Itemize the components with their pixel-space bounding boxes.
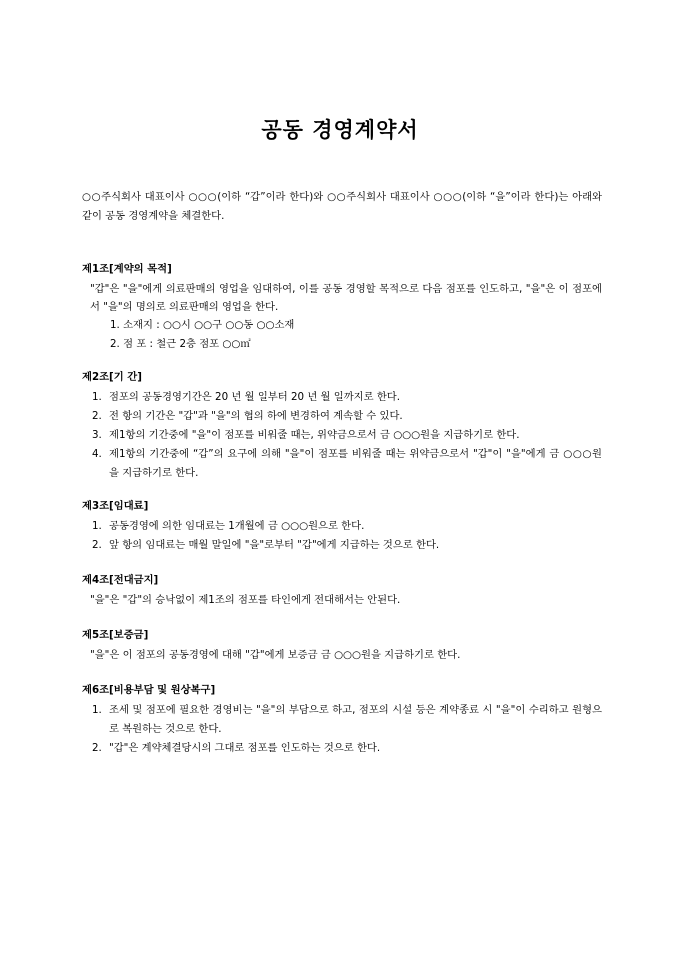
article-2 [82, 368, 602, 483]
list-item-text: "갑"은 계약체결당시의 그대로 점포를 인도하는 것으로 한다. [109, 742, 381, 754]
list-item-text: 전 항의 기간은 "갑"과 "을"의 협의 하에 변경하여 계속할 수 있다. [109, 410, 403, 422]
article-list [82, 388, 602, 483]
list-item-number: 2. [92, 539, 102, 551]
list-item-number: 1. [92, 704, 102, 716]
list-item [82, 445, 602, 483]
list-item-number: 2. [92, 410, 102, 422]
list-item-number: 1. [92, 520, 102, 532]
article-body: "을"은 "갑"의 승낙없이 제1조의 점포를 타인에게 전대해서는 안된다. [90, 594, 401, 606]
list-item-text: 점포의 공동경영기간은 20 년 월 일부터 20 년 월 일까지로 한다. [109, 391, 400, 403]
list-item [82, 388, 602, 407]
article-6 [82, 681, 602, 758]
list-item [82, 426, 602, 445]
list-item [82, 536, 602, 555]
list-item-number: 3. [92, 429, 102, 441]
article-5 [82, 626, 602, 664]
article-1 [82, 260, 602, 354]
article-sub-item: 1. 소재지 : ○○시 ○○구 ○○동 ○○소재 [110, 319, 295, 331]
list-item [82, 517, 602, 536]
list-item-text: 제1항의 기간중에 “갑”의 요구에 의해 "을"이 점포를 비워줄 때는 위약금으로서 "갑"이 "을"에게 금 ○○○원을 지급하기로 한다. [109, 448, 602, 479]
article-title: 제1조[계약의 목적] [82, 263, 172, 275]
list-item-number: 4. [92, 448, 102, 460]
article-title: 제4조[전대금지] [82, 574, 159, 586]
article-title: 제3조[임대료] [82, 500, 149, 512]
list-item-number: 2. [92, 742, 102, 754]
list-item [82, 739, 602, 758]
article-3 [82, 497, 602, 555]
list-item-text: 공동경영에 의한 임대료는 1개월에 금 ○○○원으로 한다. [109, 520, 365, 532]
article-title: 제6조[비용부담 및 원상복구] [82, 684, 216, 696]
article-list [82, 517, 602, 555]
article-body: "갑"은 "을"에게 의료판매의 영업을 임대하여, 이를 공동 경영할 목적으로 다음 점포를 인도하고, "을"은 이 점포에서 "을"의 명의로 의료판매의 영업을 한다. [90, 283, 602, 313]
list-item-text: 앞 항의 임대료는 매월 말일에 "을"로부터 "갑"에게 지급하는 것으로 한다. [109, 539, 440, 551]
article-list [82, 701, 602, 758]
list-item-text: 제1항의 기간중에 "을"이 점포를 비워줄 때는, 위약금으로서 금 ○○○원을 지급하기로 한다. [109, 429, 520, 441]
list-item-text: 조세 및 점포에 필요한 경영비는 "을"의 부담으로 하고, 점포의 시설 등은 계약종료 시 "을"이 수리하고 원형으로 복원하는 것으로 한다. [109, 704, 602, 735]
list-item [82, 407, 602, 426]
article-body: "을"은 이 점포의 공동경영에 대해 "갑"에게 보증금 금 ○○○원을 지급하기로 한다. [90, 649, 461, 661]
article-4 [82, 571, 602, 609]
intro-paragraph: ○○주식회사 대표이사 ○○○(이하 “갑”이라 한다)와 ○○주식회사 대표이사 ○○○(이하 “을”이라 한다)는 아래와 같이 공동 경영계약을 체결한다. [82, 191, 602, 222]
list-item [82, 701, 602, 739]
list-item-number: 1. [92, 391, 102, 403]
article-title: 제2조[기 간] [82, 371, 142, 383]
article-sub-item: 2. 점 포 : 철근 2층 점포 ○○㎡ [110, 338, 251, 350]
document-title: 공동 경영계약서 [261, 118, 419, 142]
article-title: 제5조[보증금] [82, 629, 149, 641]
